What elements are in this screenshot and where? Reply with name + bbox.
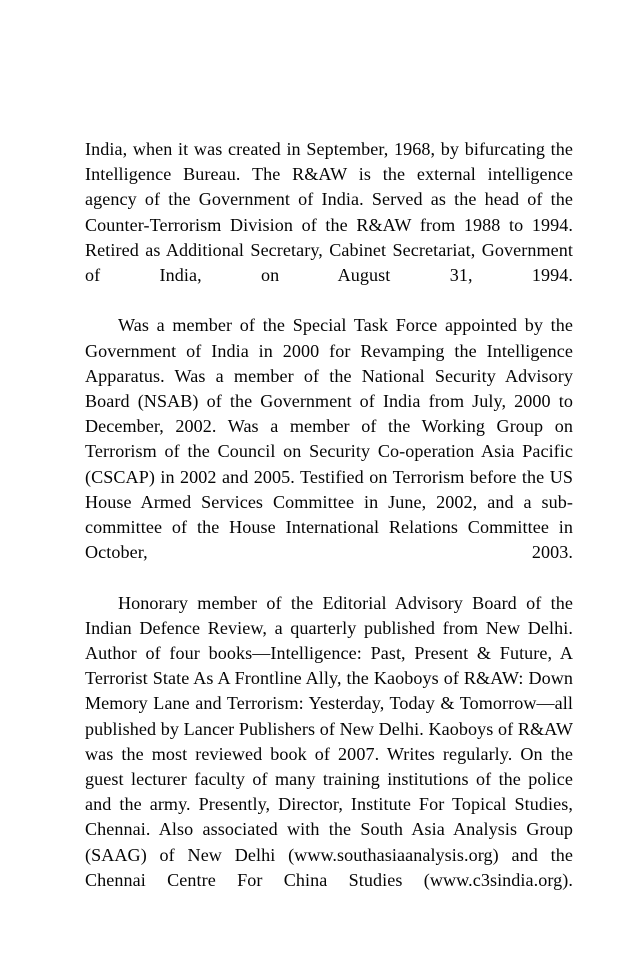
paragraph-publications-affiliations: Honorary member of the Editorial Advisory Board of the Indian Defence Review, a quarterly published from New Delhi. Author of four books—Intelligence: Past, Present & Future, A Terrorist State As A Frontline Ally, the Kaoboys of R&AW: Down Memory Lane and Terrorism: Yesterday, Today & Tomorrow—all published by Lancer Publishers of New Delhi. Kaoboys of R&AW was the most reviewed book of 2007. Writes regularly. On the guest lecturer faculty of many training institutions of the police and the army. Presently, Director, Institute For Topical Studies, Chennai. Also associated with the South Asia Analysis Group (SAAG) of New Delhi (www.southasiaanalysis.org) and the Chennai Centre For China Studies (www.c3sindia.org). — [85, 592, 573, 890]
paragraph-committee-memberships: Was a member of the Special Task Force appointed by the Government of India in 2000 for Revamping the Intelligence Apparatus. Was a member of the National Security Advisory Board (NSAB) of the Government of India from July, 2000 to December, 2002. Was a member of the Working Group on Terrorism of the Council on Security Co-operation Asia Pacific (CSCAP) in 2002 and 2005. Testified on Terrorism before the US House Armed Services Committee in June, 2002, and a sub-committee of the House International Relations Committee in October, 2003. — [85, 315, 573, 563]
body-text-block — [85, 137, 573, 918]
paragraph-career-summary: India, when it was created in September, 1968, by bifurcating the Intelligence Bureau. The R&AW is the external intelligence agency of the Government of India. Served as the head of the Counter-Terrorism Division of the R&AW from 1988 to 1994. Retired as Additional Secretary, Cabinet Secretariat, Government of India, on August 31, 1994. — [85, 139, 573, 286]
